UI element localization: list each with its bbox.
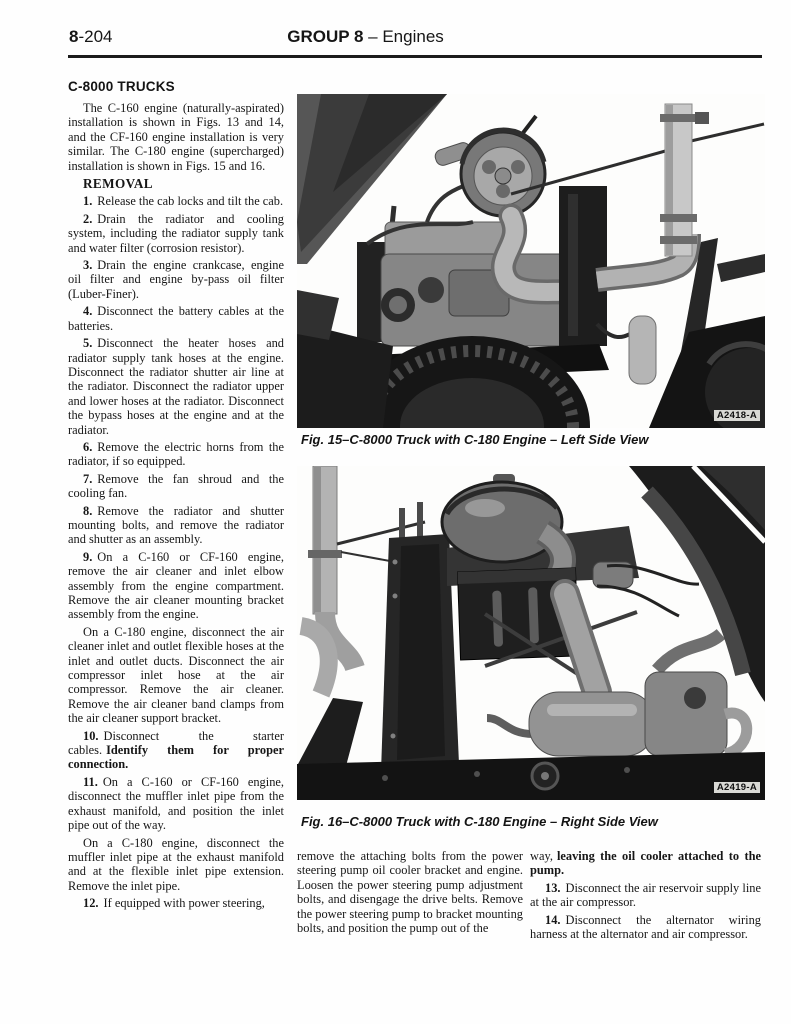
step-number: 2. bbox=[83, 211, 93, 226]
section-heading: C-8000 TRUCKS bbox=[68, 79, 175, 94]
step-number: 9. bbox=[83, 549, 93, 564]
step-paragraph bbox=[68, 836, 284, 894]
step-number: 7. bbox=[83, 471, 93, 486]
fig16-engine-right-view-illustration bbox=[297, 466, 765, 800]
left-column bbox=[68, 101, 284, 914]
fig15-caption: Fig. 15–C-8000 Truck with C-180 Engine – Left Side View bbox=[301, 432, 649, 447]
step-number: 14. bbox=[545, 912, 561, 927]
middle-column bbox=[297, 849, 523, 938]
header-title bbox=[0, 27, 731, 47]
continuation-paragraph bbox=[530, 849, 761, 878]
header-section-label: – Engines bbox=[363, 27, 444, 46]
step-text: Disconnect the starter cables. bbox=[68, 728, 284, 758]
step-number: 3. bbox=[83, 258, 93, 273]
step-text: Drain the engine crankcase, engine oil filter and engine by-pass oil filter (Luber-Finer). bbox=[68, 258, 284, 301]
step-paragraph bbox=[68, 504, 284, 547]
removal-heading: REMOVAL bbox=[83, 176, 153, 192]
step-bold-text: leaving the oil cooler attached to the pump. bbox=[530, 849, 761, 878]
step-paragraph bbox=[68, 896, 284, 910]
intro-paragraph: The C-160 engine (naturally-aspirated) installation is shown in Figs. 13 and 14, and the CF-160 engine installation is very similar. The C-180 engine (supercharged) installation is shown in Figs. 15 and 16. bbox=[68, 101, 284, 173]
step-paragraph bbox=[68, 550, 284, 622]
step-paragraph bbox=[530, 881, 761, 910]
step-text: way, bbox=[530, 849, 553, 863]
fig15-photo bbox=[297, 94, 765, 428]
step-text: Disconnect the alternator wiring harness at the alternator and air compressor. bbox=[530, 912, 761, 942]
step-text: On a C-160 or CF-160 engine, remove the air cleaner and inlet elbow assembly from the engine compartment. Remove the air cleaner mounting bracket assembly from the engine. bbox=[68, 549, 284, 622]
step-paragraph bbox=[68, 440, 284, 469]
step-number: 6. bbox=[83, 439, 93, 454]
page-number-group: 8 bbox=[69, 27, 79, 46]
fig16-photo-code: A2419-A bbox=[714, 782, 760, 793]
step-paragraph bbox=[68, 472, 284, 501]
step-number: 8. bbox=[83, 503, 93, 518]
step-bold-text: Identify them for proper connection. bbox=[68, 743, 284, 772]
step-paragraph bbox=[530, 913, 761, 942]
step-number: 12. bbox=[83, 896, 99, 911]
step-text: Drain the radiator and cooling system, including the radiator supply tank and water filter (corrosion resistor). bbox=[68, 211, 284, 255]
fig16-photo bbox=[297, 466, 765, 800]
step-text: Remove the radiator and shutter mounting bolts, and remove the radiator and shutter as an assembly. bbox=[68, 503, 284, 547]
step-text: Remove the electric horns from the radiator, if so equipped. bbox=[68, 439, 284, 469]
step-text: Disconnect the heater hoses and radiator supply tank hoses at the engine. Disconnect the radiator shutter air line at the radiator. Disconnect the radiator upper and lower hoses at the radiator. Disconnect the bypass hoses at the engine and at the radiator. bbox=[68, 336, 284, 437]
step-text: On a C-180 engine, disconnect the air cleaner inlet and outlet flexible hoses at the inlet and outlet ducts. Disconnect the air compressor inlet hose at the air compressor. Remove the air cleaner. Remove the air cleaner band clamps from the air cleaner support bracket. bbox=[68, 624, 284, 726]
step-text: On a C-180 engine, disconnect the muffler inlet pipe at the exhaust manifold and at the flexible inlet pipe extension. Remove the inlet pipe. bbox=[68, 835, 284, 893]
fig15-engine-left-view-illustration bbox=[297, 94, 765, 428]
step-paragraph bbox=[68, 729, 284, 772]
right-column bbox=[530, 849, 761, 944]
step-text: Disconnect the air reservoir supply line at the air compressor. bbox=[530, 880, 761, 910]
step-text: Disconnect the battery cables at the batteries. bbox=[68, 304, 284, 333]
continuation-paragraph: remove the attaching bolts from the power steering pump oil cooler bracket and engine. Loosen the power steering pump adjustment bolts, and disengage the drive belts. Remove the power steering pump to bracket mounting bolts, and position the pump out of the bbox=[297, 849, 523, 936]
step-paragraph bbox=[68, 258, 284, 301]
step-text: If equipped with power steering, bbox=[103, 896, 265, 911]
step-number: 4. bbox=[83, 304, 93, 319]
step-paragraph bbox=[68, 625, 284, 726]
fig16-caption: Fig. 16–C-8000 Truck with C-180 Engine – Right Side View bbox=[301, 814, 658, 829]
page-number-rest: -204 bbox=[78, 27, 113, 46]
step-number: 11. bbox=[83, 774, 98, 789]
step-number: 5. bbox=[83, 336, 93, 351]
step-number: 10. bbox=[83, 728, 99, 743]
header-rule bbox=[68, 55, 762, 58]
step-paragraph bbox=[68, 304, 284, 333]
step-paragraph bbox=[68, 336, 284, 437]
step-text: Release the cab locks and tilt the cab. bbox=[97, 194, 284, 209]
step-number: 1. bbox=[83, 194, 93, 209]
step-paragraph bbox=[68, 194, 284, 208]
fig15-photo-code: A2418-A bbox=[714, 410, 760, 421]
step-text: Remove the fan shroud and the cooling fan. bbox=[68, 471, 284, 501]
step-paragraph bbox=[68, 775, 284, 833]
header-group-label: GROUP 8 bbox=[287, 27, 364, 46]
step-number: 13. bbox=[545, 880, 561, 895]
step-text: On a C-160 or CF-160 engine, disconnect the muffler inlet pipe from the exhaust manifold, and position the inlet pipe out of the way. bbox=[68, 774, 284, 833]
step-paragraph bbox=[68, 212, 284, 255]
